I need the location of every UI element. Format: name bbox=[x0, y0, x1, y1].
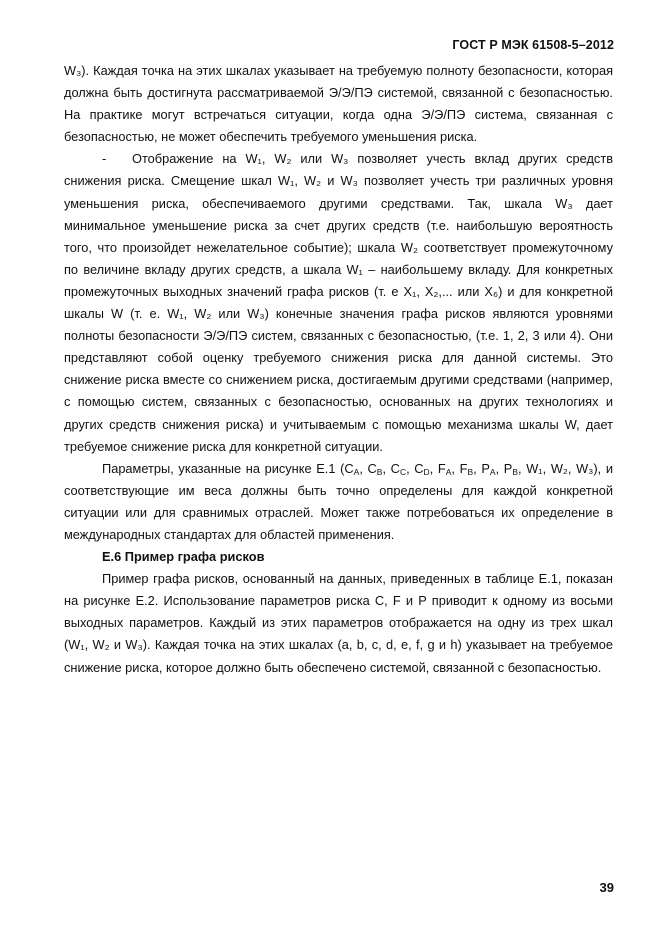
paragraph-2 bbox=[64, 148, 613, 457]
paragraph-3: Параметры, указанные на рисунке Е.1 ($C_A$, $C_B$, $C_C$, $C_D$, $F_A$, $F_B$, $P_A$, $P_B$, W₁, W₂, W₃), и соответствующие им веса должны быть точно определены для каждой конкретной ситуации или для сравнимых отраслей. Может также потребоваться их определение в международных стандартах для областей применения. bbox=[64, 460, 614, 542]
list-dash: - bbox=[102, 151, 107, 167]
paragraph-2-text: Отображение на W₁, W₂ или W₃ позволяет учесть вклад других средств снижения риска. Смещение шкал W₁, W₂ и W₃ позволяет учесть три различных уровня уменьшения риска, обеспечиваемого другими средствами. Так, шкала W₃ дает минимальное уменьшение риска за счет других средств (т.е. наибольшую вероятность того, что произойдет нежелательное событие); шкала W₂ соответствует промежуточному по величине вкладу других средств, а шкала W₁ – наибольшему вкладу. Для конкретных промежуточных выходных значений графа рисков (т. е X₁, X₂,... или X₆) и для конкретной шкалы W (т. е. W₁, W₂ или W₃) конечные значения графа рисков являются уровнями полноты безопасности Э/Э/ПЭ систем, связанных с безопасностью, (т.е. 1, 2, 3 или 4). Они представляют собой оценку требуемого снижения риска для данной системы. Это снижение риска вместе со снижением риска, достигаемым другими средствами (например, с помощью систем, связанных с безопасностью, основанных на других технологиях и других средств снижения риска) и учитываемым с помощью механизма шкалы W, дает требуемое снижение риска для конкретной ситуации. bbox=[64, 151, 613, 454]
body-text bbox=[64, 60, 613, 679]
paragraph-1: W₃). Каждая точка на этих шкалах указывает на требуемую полноту безопасности, которая должна быть достигнута рассматриваемой Э/Э/ПЭ системой, связанной с безопасностью. На практике могут встречаться ситуации, когда одна Э/Э/ПЭ система, связанная с безопасностью, не может обеспечить требуемого уменьшения риска. bbox=[64, 63, 613, 145]
page-number: 39 bbox=[599, 880, 614, 895]
paragraph-4: Пример графа рисков, основанный на данных, приведенных в таблице Е.1, показан на рисунке Е.2. Использование параметров риска C, F и P приводит к одному из восьми выходных параметров. Каждый из этих параметров отображается на одну из трех шкал (W₁, W₂ и W₃). Каждая точка на этих шкалах (a, b, c, d, e, f, g и h) указывает на требуемое снижение риска, которое должно быть обеспечено системой, связанной с безопасностью. bbox=[64, 571, 613, 675]
section-heading: Е.6 Пример графа рисков bbox=[102, 549, 265, 565]
standard-header: ГОСТ Р МЭК 61508-5–2012 bbox=[452, 38, 614, 52]
